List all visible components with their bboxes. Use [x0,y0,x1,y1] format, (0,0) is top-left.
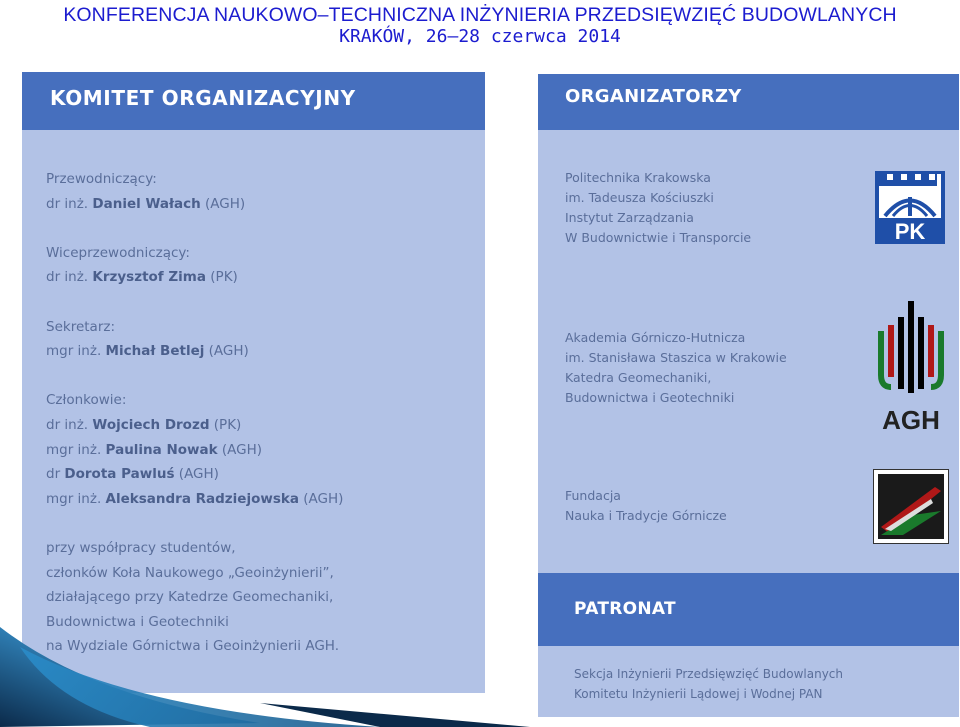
agh-logo-text: AGH [882,405,940,435]
members-role: Członkowie: [46,392,127,409]
vice-role: Wiceprzewodniczący: [46,244,190,261]
member-entry: mgr inż. Aleksandra Radziejowska (AGH) [46,490,344,507]
chair-entry: dr inż. Daniel Wałach (AGH) [46,195,246,212]
coop-line: członków Koła Naukowego „Geoinżynierii”, [46,564,334,581]
coop-line: na Wydziale Górnictwa i Geoinżynierii AGH. [46,638,339,655]
member-entry: dr inż. Wojciech Drozd (PK) [46,416,242,433]
coop-line: Budownictwa i Geotechniki [46,613,229,630]
secretary-role: Sekretarz: [46,318,116,335]
pk-logo [875,171,945,244]
foundation-logo [873,469,949,544]
conference-title: KONFERENCJA NAUKOWO–TECHNICZNA INŻYNIERIA PRZEDSIĘWZIĘĆ BUDOWLANYCH [63,4,897,26]
organizing-committee-header [22,72,485,130]
vice-name: Krzysztof Zima [92,269,206,286]
organizer-agh-text: Akademia Górniczo-Hutnicza im. Stanisława Staszica w Krakowie Katedra Geomechaniki, Budownictwa i Geotechniki [565,330,787,405]
organizers-header [538,74,959,130]
organizers-title: ORGANIZATORZY [565,86,742,107]
committee-list [46,167,343,659]
coop-line: działającego przy Katedrze Geomechaniki, [46,589,334,606]
patronage-title: PATRONAT [574,599,676,619]
coop-line: przy współpracy studentów, [46,539,236,556]
chair-role: Przewodniczący: [46,171,157,187]
organizer-pk-text: Politechnika Krakowska im. Tadeusza Kościuszki Instytut Zarządzania W Budownictwie i Transporcie [565,170,752,245]
chair-name: Daniel Wałach [92,195,201,212]
agh-logo [875,297,947,435]
organizing-committee-panel [22,72,485,693]
patronage-text: Sekcja Inżynierii Przedsięwzięć Budowlanych Komitetu Inżynierii Lądowej i Wodnej PAN [574,667,844,701]
member-entry: dr Dorota Pawluś (AGH) [46,466,219,483]
pk-logo-text: PK [894,219,926,244]
secretary-name: Michał Betlej [105,343,205,360]
organizer-foundation-text: Fundacja Nauka i Tradycje Górnicze [565,488,727,523]
patronage-header [538,573,959,646]
vice-entry: dr inż. Krzysztof Zima (PK) [46,269,238,286]
secretary-entry: mgr inż. Michał Betlej (AGH) [46,343,249,360]
decorative-swoosh [0,617,530,727]
organizers-panel [538,74,959,717]
organizing-committee-title: KOMITET ORGANIZACYJNY [50,86,356,110]
member-entry: mgr inż. Paulina Nowak (AGH) [46,441,263,458]
slide-header [0,4,960,48]
conference-place-date: KRAKÓW, 26–28 czerwca 2014 [339,26,621,47]
